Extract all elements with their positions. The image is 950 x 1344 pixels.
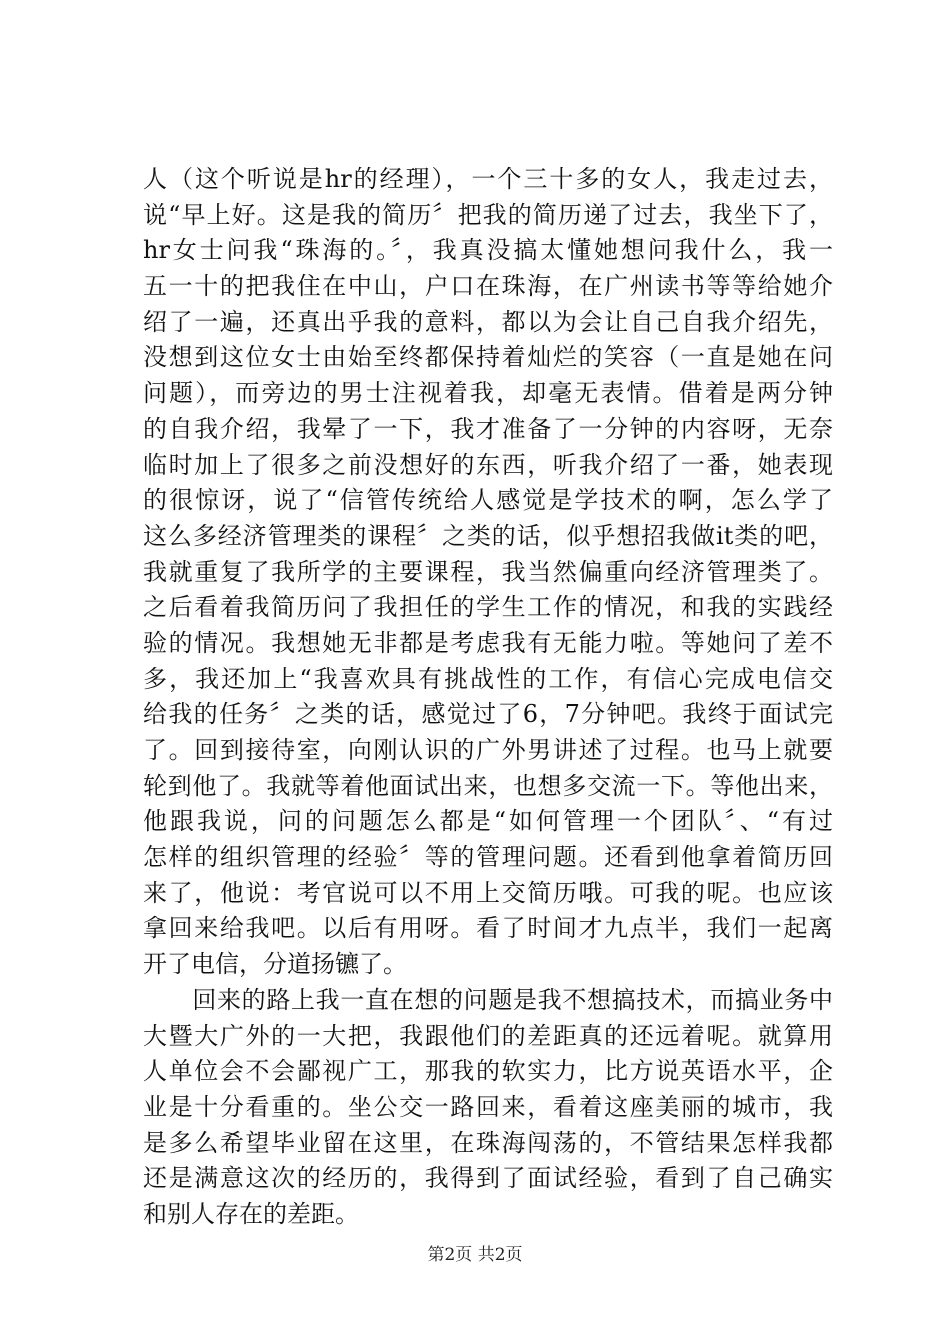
text-line: hr女士问我“珠海的。〞，我真没搞太懂她想问我什么，我一 [143,236,833,265]
text-line: 回来的路上我一直在想的问题是我不想搞技术，而搞业务中 [143,985,833,1014]
text-line: 我就重复了我所学的主要课程，我当然偏重向经济管理类了。 [143,557,833,586]
text-line: 问题），而旁边的男士注视着我，却毫无表情。借着是两分钟 [143,379,833,408]
page-footer: 第2页 共2页 [427,1245,523,1265]
text-line: 是多么希望毕业留在这里，在珠海闯荡的，不管结果怎样我都 [143,1128,833,1157]
text-line: 多，我还加上“我喜欢具有挑战性的工作，有信心完成电信交 [143,664,833,693]
text-line: 人（这个听说是hr的经理），一个三十多的女人，我走过去， [143,165,833,193]
text-line: 的自我介绍，我晕了一下，我才准备了一分钟的内容呀，无奈 [143,414,833,443]
text-line: 开了电信，分道扬镳了。 [143,950,407,979]
text-line: 的很惊讶，说了“信管传统给人感觉是学技术的啊，怎么学了 [143,486,833,515]
text-line: 验的情况。我想她无非都是考虑我有无能力啦。等她问了差不 [143,628,833,657]
text-line: 他跟我说，问的问题怎么都是“如何管理一个团队〞、“有过 [143,807,833,836]
text-line: 业是十分看重的。坐公交一路回来，看着这座美丽的城市，我 [143,1092,833,1121]
text-line: 大暨大广外的一大把，我跟他们的差距真的还远着呢。就算用 [143,1021,833,1050]
text-line: 之后看着我简历问了我担任的学生工作的情况，和我的实践经 [143,593,833,622]
text-line: 怎样的组织管理的经验〞等的管理问题。还看到他拿着简历回 [143,843,833,872]
text-line: 临时加上了很多之前没想好的东西，听我介绍了一番，她表现 [143,450,833,479]
text-line: 来了，他说：考官说可以不用上交简历哦。可我的呢。也应该 [143,878,833,907]
text-line: 说“早上好。这是我的简历〞把我的简历递了过去，我坐下了， [143,200,833,229]
text-line: 轮到他了。我就等着他面试出来，也想多交流一下。等他出来， [143,771,833,800]
text-line: 五一十的把我住在中山，户口在珠海，在广州读书等等给她介 [143,272,833,301]
body-text [143,162,833,1233]
text-line: 绍了一遍，还真出乎我的意料，都以为会让自己自我介绍先， [143,307,833,336]
text-line: 拿回来给我吧。以后有用呀。看了时间才九点半，我们一起离 [143,914,833,943]
text-line: 给我的任务〞之类的话，感觉过了6，7分钟吧。我终于面试完 [143,700,833,729]
text-line: 还是满意这次的经历的，我得到了面试经验，看到了自己确实 [143,1164,833,1193]
text-line: 没想到这位女士由始至终都保持着灿烂的笑容（一直是她在问 [143,343,833,372]
text-line: 和别人存在的差距。 [143,1199,359,1228]
text-line: 人单位会不会鄙视广工，那我的软实力，比方说英语水平，企 [143,1057,833,1086]
text-line: 这么多经济管理类的课程〞之类的话，似乎想招我做it类的吧， [143,521,833,550]
text-line: 了。回到接待室，向刚认识的广外男讲述了过程。也马上就要 [143,736,833,764]
